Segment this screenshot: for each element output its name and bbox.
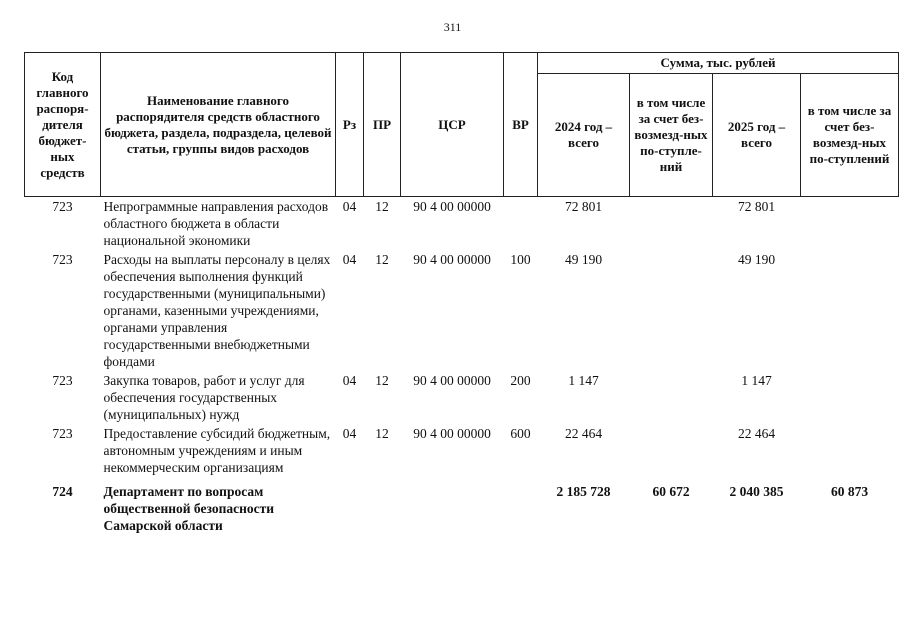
cell-rz: 04 — [342, 252, 357, 267]
cell-rz — [336, 477, 364, 535]
header-2024-free: в том числе за счет без-возмезд-ных по-ступле-ний — [630, 74, 713, 197]
header-2025-total: 2025 год – всего — [713, 74, 801, 197]
table-row — [25, 197, 899, 251]
cell-2025-free — [801, 424, 899, 477]
cell-2024-total: 49 190 — [564, 252, 603, 267]
cell-code: 723 — [52, 199, 73, 214]
table-row — [25, 371, 899, 424]
cell-rz: 04 — [342, 426, 357, 441]
cell-2025-total: 49 190 — [737, 252, 776, 267]
cell-2024-free — [630, 250, 713, 371]
cell-code: 723 — [52, 426, 73, 441]
header-code: Код главного распоря-дителя бюджет-ных средств — [25, 53, 101, 197]
cell-2024-free — [630, 371, 713, 424]
cell-2024-total: 1 147 — [568, 373, 599, 388]
cell-2025-free — [801, 371, 899, 424]
cell-2024-total: 22 464 — [564, 426, 603, 441]
header-vr: ВР — [504, 53, 538, 197]
header-sum: Сумма, тыс. рублей — [538, 53, 899, 74]
cell-name: Расходы на выплаты персоналу в целях обеспечения выполнения функций государственными (муниципальными) органами, казенными учреждениями, органами управления государственными внебюджетными фондами — [103, 252, 331, 369]
cell-2025-total: 72 801 — [737, 199, 776, 214]
cell-pr: 12 — [375, 252, 389, 267]
cell-2025-free: 60 873 — [830, 484, 869, 499]
cell-name: Предоставление субсидий бюджетным, автономным учреждениям и иным некоммерческим организациям — [103, 426, 331, 475]
cell-csr: 90 4 00 00000 — [413, 252, 491, 267]
header-rz: Рз — [336, 53, 364, 197]
budget-table — [24, 52, 899, 535]
cell-2024-total: 2 185 728 — [556, 484, 611, 499]
cell-pr — [364, 477, 401, 535]
cell-vr: 600 — [510, 426, 531, 441]
table-body — [25, 197, 899, 536]
cell-pr: 12 — [375, 426, 389, 441]
cell-name: Закупка товаров, работ и услуг для обеспечения государственных (муниципальных) нужд — [103, 373, 305, 422]
cell-2024-free: 60 672 — [652, 484, 690, 499]
table-row — [25, 424, 899, 477]
cell-2025-total: 22 464 — [737, 426, 776, 441]
header-2025-free: в том числе за счет без-возмезд-ных по-ступлений — [801, 74, 899, 197]
cell-name: Департамент по вопросам общественной безопасности Самарской области — [103, 484, 275, 533]
cell-name: Непрограммные направления расходов областного бюджета в области национальной экономики — [103, 199, 329, 248]
header-pr: ПР — [364, 53, 401, 197]
cell-2024-free — [630, 197, 713, 251]
cell-2025-total: 2 040 385 — [729, 484, 784, 499]
header-2024-total: 2024 год – всего — [538, 74, 630, 197]
cell-vr: 100 — [510, 252, 531, 267]
cell-code: 724 — [52, 484, 73, 499]
cell-2025-free — [801, 197, 899, 251]
table-row — [25, 250, 899, 371]
cell-csr: 90 4 00 00000 — [413, 373, 491, 388]
cell-rz: 04 — [342, 373, 357, 388]
cell-csr — [401, 477, 504, 535]
cell-2024-total: 72 801 — [564, 199, 603, 214]
cell-2025-total: 1 147 — [741, 373, 772, 388]
table-header — [25, 53, 899, 197]
cell-code: 723 — [52, 252, 73, 267]
cell-pr: 12 — [375, 373, 389, 388]
cell-pr: 12 — [375, 199, 389, 214]
cell-2025-free — [801, 250, 899, 371]
cell-vr — [504, 477, 538, 535]
cell-vr — [504, 197, 538, 251]
page-number: 311 — [443, 20, 462, 34]
cell-csr: 90 4 00 00000 — [413, 426, 491, 441]
header-name: Наименование главного распорядителя средств областного бюджета, раздела, подраздела, целевой статьи, группы видов расходов — [101, 53, 336, 197]
table-row — [25, 477, 899, 535]
header-csr: ЦСР — [401, 53, 504, 197]
cell-2024-free — [630, 424, 713, 477]
cell-code: 723 — [52, 373, 73, 388]
cell-csr: 90 4 00 00000 — [413, 199, 491, 214]
cell-vr: 200 — [510, 373, 531, 388]
cell-rz: 04 — [342, 199, 357, 214]
